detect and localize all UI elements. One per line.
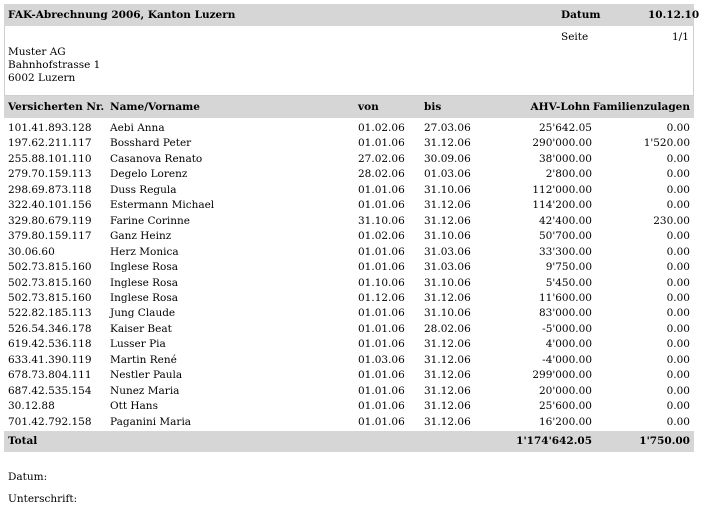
- report-header-frame: [4, 26, 694, 96]
- table-row: [0, 137, 702, 153]
- cell-name: Aebi Anna: [110, 122, 165, 134]
- date-label: Datum: [561, 9, 601, 21]
- cell-family: 0.00: [666, 199, 690, 212]
- cell-from: 27.02.06: [358, 152, 405, 165]
- cell-family: 230.00: [653, 214, 690, 227]
- cell-to: 31.12.06: [424, 353, 471, 366]
- cell-name: Ganz Heinz: [110, 230, 172, 243]
- cell-ahv: 5'450.00: [545, 276, 592, 289]
- cell-family: 0.00: [666, 384, 690, 397]
- cell-to: 31.03.06: [424, 261, 471, 274]
- cell-name: Bosshard Peter: [110, 137, 192, 150]
- footer-signature-label: Unterschrift:: [8, 493, 78, 505]
- cell-number: 619.42.536.118: [8, 338, 92, 351]
- cell-to: 28.02.06: [424, 322, 471, 335]
- table-row: [0, 385, 702, 401]
- cell-to: 01.03.06: [424, 168, 471, 181]
- cell-ahv: -5'000.00: [542, 322, 592, 335]
- cell-ahv: 25'600.00: [539, 400, 592, 413]
- cell-name: Inglese Rosa: [110, 276, 179, 289]
- cell-from: 01.02.06: [358, 122, 405, 134]
- cell-ahv: 25'642.05: [539, 122, 592, 134]
- cell-number: 30.12.88: [8, 400, 55, 413]
- cell-to: 31.10.06: [424, 183, 471, 196]
- cell-family: 0.00: [666, 291, 690, 304]
- cell-family: 1'520.00: [643, 137, 690, 150]
- cell-family: 0.00: [666, 168, 690, 181]
- cell-to: 31.12.06: [424, 384, 471, 397]
- table-row: [0, 400, 702, 416]
- cell-from: 01.01.06: [358, 137, 405, 150]
- cell-family: 0.00: [666, 245, 690, 258]
- cell-name: Farine Corinne: [110, 214, 190, 227]
- cell-to: 31.10.06: [424, 307, 471, 320]
- cell-family: 0.00: [666, 183, 690, 196]
- cell-number: 687.42.535.154: [8, 384, 92, 397]
- cell-family: 0.00: [666, 152, 690, 165]
- column-header-from: von: [358, 101, 379, 113]
- page-label: Seite: [561, 31, 589, 43]
- cell-ahv: 9'750.00: [545, 261, 592, 274]
- cell-ahv: 299'000.00: [532, 369, 592, 382]
- table-row: [0, 292, 702, 308]
- table-row: [0, 323, 702, 339]
- table-row: [0, 122, 702, 138]
- cell-number: 526.54.346.178: [8, 322, 92, 335]
- table-row: [0, 261, 702, 277]
- cell-from: 01.01.06: [358, 183, 405, 196]
- column-header-number: Versicherten Nr.: [8, 101, 105, 113]
- cell-number: 255.88.101.110: [8, 152, 92, 165]
- cell-to: 31.12.06: [424, 137, 471, 150]
- report-title: FAK-Abrechnung 2006, Kanton Luzern: [8, 9, 236, 21]
- cell-name: Degelo Lorenz: [110, 168, 188, 181]
- cell-from: 01.01.06: [358, 369, 405, 382]
- cell-number: 279.70.159.113: [8, 168, 92, 181]
- cell-from: 01.01.06: [358, 384, 405, 397]
- cell-family: 0.00: [666, 400, 690, 413]
- table-header-band: [4, 96, 694, 118]
- cell-to: 31.12.06: [424, 199, 471, 212]
- cell-name: Duss Regula: [110, 183, 177, 196]
- cell-family: 0.00: [666, 353, 690, 366]
- cell-ahv: 114'200.00: [532, 199, 592, 212]
- cell-name: Ott Hans: [110, 400, 158, 413]
- cell-number: 322.40.101.156: [8, 199, 92, 212]
- cell-number: 701.42.792.158: [8, 415, 92, 428]
- table-row: [0, 369, 702, 385]
- table-row: [0, 153, 702, 169]
- cell-ahv: 20'000.00: [539, 384, 592, 397]
- footer-date-label: Datum:: [8, 471, 48, 483]
- cell-number: 379.80.159.117: [8, 230, 92, 243]
- cell-ahv: 83'000.00: [539, 307, 592, 320]
- cell-from: 01.10.06: [358, 276, 405, 289]
- column-header-to: bis: [424, 101, 442, 113]
- column-header-ahv: AHV-Lohn: [530, 101, 590, 113]
- cell-from: 28.02.06: [358, 168, 405, 181]
- cell-family: 0.00: [666, 307, 690, 320]
- cell-name: Paganini Maria: [110, 415, 192, 428]
- cell-ahv: 16'200.00: [539, 415, 592, 428]
- cell-number: 678.73.804.111: [8, 369, 92, 382]
- table-row: [0, 354, 702, 370]
- cell-ahv: 11'600.00: [539, 291, 592, 304]
- cell-name: Estermann Michael: [110, 199, 215, 212]
- table-row: [0, 184, 702, 200]
- cell-number: 502.73.815.160: [8, 276, 92, 289]
- cell-ahv: 42'400.00: [539, 214, 592, 227]
- cell-number: 502.73.815.160: [8, 261, 92, 274]
- column-header-family: Familienzulagen: [592, 101, 690, 113]
- total-ahv: 1'174'642.05: [516, 435, 592, 447]
- cell-number: 101.41.893.128: [8, 122, 92, 134]
- cell-name: Inglese Rosa: [110, 261, 179, 274]
- cell-from: 01.01.06: [358, 199, 405, 212]
- column-header-name: Name/Vorname: [110, 101, 200, 113]
- cell-number: 633.41.390.119: [8, 353, 92, 366]
- total-family: 1'750.00: [639, 435, 690, 447]
- address-city: 6002 Luzern: [8, 72, 76, 84]
- cell-from: 01.02.06: [358, 230, 405, 243]
- address-street: Bahnhofstrasse 1: [8, 59, 101, 71]
- cell-name: Jung Claude: [110, 307, 176, 320]
- cell-ahv: 38'000.00: [539, 152, 592, 165]
- table-row: [0, 338, 702, 354]
- cell-name: Martin René: [110, 353, 177, 366]
- cell-ahv: -4'000.00: [542, 353, 592, 366]
- cell-to: 31.10.06: [424, 230, 471, 243]
- cell-from: 01.01.06: [358, 261, 405, 274]
- cell-family: 0.00: [666, 276, 690, 289]
- cell-family: 0.00: [666, 369, 690, 382]
- cell-family: 0.00: [666, 415, 690, 428]
- cell-to: 31.12.06: [424, 291, 471, 304]
- cell-ahv: 290'000.00: [532, 137, 592, 150]
- cell-name: Kaiser Beat: [110, 322, 172, 335]
- table-row: [0, 199, 702, 215]
- table-row: [0, 215, 702, 231]
- cell-number: 30.06.60: [8, 245, 55, 258]
- cell-to: 31.12.06: [424, 338, 471, 351]
- cell-family: 0.00: [666, 261, 690, 274]
- cell-from: 01.12.06: [358, 291, 405, 304]
- table-row: [0, 246, 702, 262]
- cell-name: Nestler Paula: [110, 369, 183, 382]
- cell-from: 01.01.06: [358, 338, 405, 351]
- cell-from: 31.10.06: [358, 214, 405, 227]
- cell-to: 31.12.06: [424, 415, 471, 428]
- cell-to: 31.12.06: [424, 369, 471, 382]
- table-row: [0, 416, 702, 432]
- cell-to: 30.09.06: [424, 152, 471, 165]
- cell-ahv: 50'700.00: [539, 230, 592, 243]
- cell-name: Herz Monica: [110, 245, 179, 258]
- table-row: [0, 168, 702, 184]
- cell-number: 329.80.679.119: [8, 214, 92, 227]
- cell-from: 01.01.06: [358, 245, 405, 258]
- cell-to: 31.03.06: [424, 245, 471, 258]
- cell-from: 01.01.06: [358, 415, 405, 428]
- cell-family: 0.00: [666, 122, 690, 134]
- cell-number: 522.82.185.113: [8, 307, 92, 320]
- cell-to: 31.12.06: [424, 400, 471, 413]
- cell-from: 01.01.06: [358, 322, 405, 335]
- cell-name: Casanova Renato: [110, 152, 203, 165]
- cell-family: 0.00: [666, 230, 690, 243]
- total-label: Total: [8, 435, 38, 447]
- page-value: 1/1: [672, 31, 689, 43]
- cell-number: 197.62.211.117: [8, 137, 92, 150]
- cell-to: 31.12.06: [424, 214, 471, 227]
- table-row: [0, 230, 702, 246]
- cell-family: 0.00: [666, 322, 690, 335]
- cell-to: 27.03.06: [424, 122, 471, 134]
- cell-name: Inglese Rosa: [110, 291, 179, 304]
- cell-from: 01.01.06: [358, 400, 405, 413]
- cell-ahv: 2'800.00: [545, 168, 592, 181]
- date-value: 10.12.10: [648, 9, 700, 21]
- table-row: [0, 307, 702, 323]
- cell-number: 298.69.873.118: [8, 183, 92, 196]
- cell-name: Lusser Pia: [110, 338, 166, 351]
- table-row: [0, 277, 702, 293]
- address-company: Muster AG: [8, 46, 66, 58]
- cell-ahv: 33'300.00: [539, 245, 592, 258]
- cell-to: 31.10.06: [424, 276, 471, 289]
- cell-ahv: 4'000.00: [545, 338, 592, 351]
- cell-from: 01.01.06: [358, 307, 405, 320]
- cell-from: 01.03.06: [358, 353, 405, 366]
- cell-number: 502.73.815.160: [8, 291, 92, 304]
- cell-name: Nunez Maria: [110, 384, 180, 397]
- cell-family: 0.00: [666, 338, 690, 351]
- cell-ahv: 112'000.00: [532, 183, 592, 196]
